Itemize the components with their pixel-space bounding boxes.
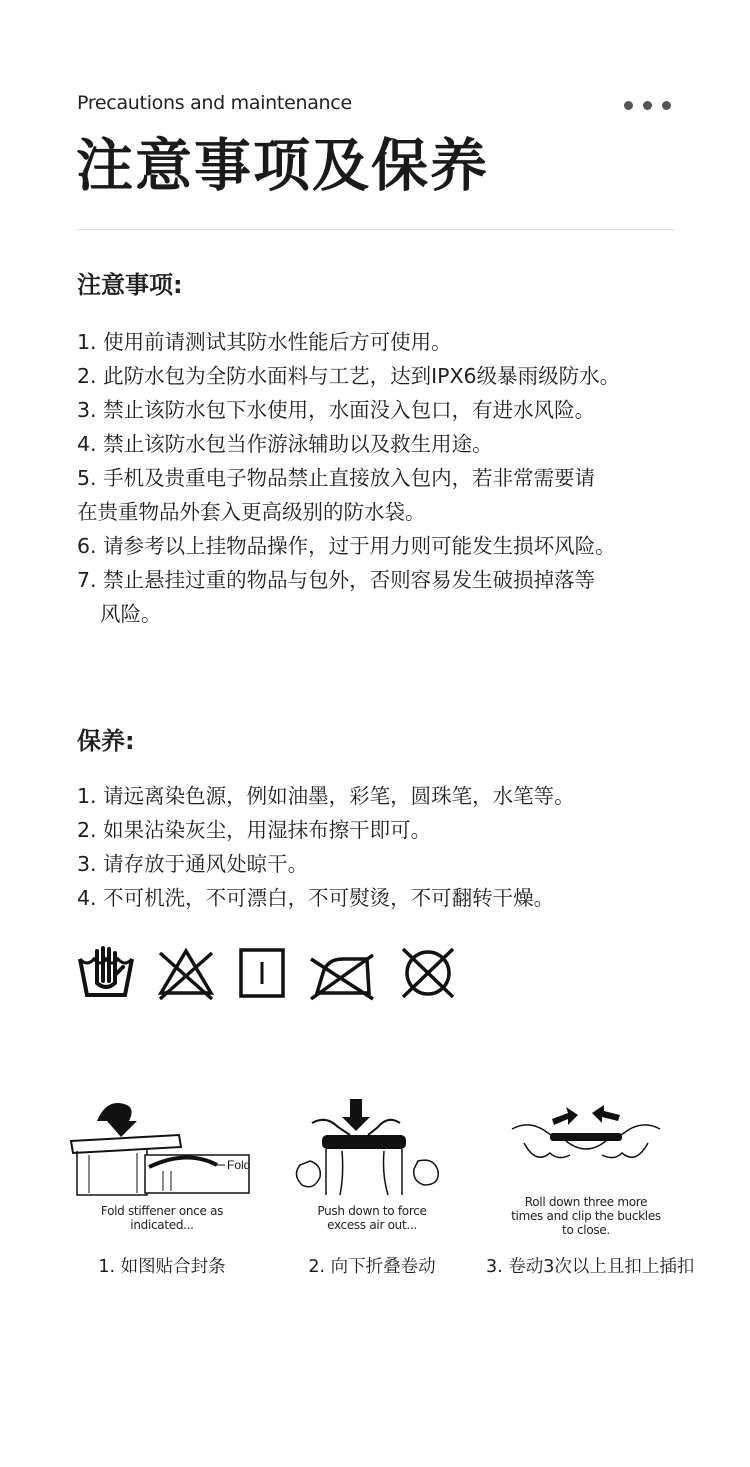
- more-dots-icon: [624, 101, 671, 110]
- maintenance-heading: 保养:: [77, 727, 135, 755]
- step-label: 2. 向下折叠卷动: [308, 1257, 436, 1277]
- fold-label: Fold: [227, 1158, 251, 1172]
- tumble-dry-icon: [237, 945, 287, 1001]
- step-caption: Push down to force excess air out...: [317, 1204, 427, 1232]
- list-item: 5. 手机及贵重电子物品禁止直接放入包内，若非常需要请: [77, 466, 596, 490]
- push-air-out-illustration: [292, 1095, 452, 1200]
- no-dry-clean-icon: [397, 945, 459, 1001]
- precautions-heading: 注意事项:: [77, 271, 183, 299]
- hand-wash-icon: [77, 945, 135, 1001]
- page-subtitle: Precautions and maintenance: [77, 92, 352, 114]
- step-label: 3. 卷动3次以上且扣上插扣: [486, 1257, 695, 1277]
- list-item: 6. 请参考以上挂物品操作，过于用力则可能发生损坏风险。: [77, 534, 616, 558]
- list-item: 1. 使用前请测试其防水性能后方可使用。: [77, 330, 452, 354]
- precautions-list: [77, 325, 677, 631]
- step-2: [272, 1095, 472, 1277]
- page-title: 注意事项及保养: [76, 133, 489, 199]
- list-item: 2. 如果沾染灰尘，用湿抹布擦干即可。: [77, 818, 432, 842]
- divider: [77, 229, 674, 230]
- care-icons: [77, 945, 459, 1001]
- step-label: 1. 如图贴合封条: [98, 1257, 226, 1277]
- fold-stiffener-illustration: [67, 1095, 257, 1200]
- list-item: 风险。: [100, 602, 162, 626]
- list-item: 7. 禁止悬挂过重的物品与包外，否则容易发生破损掉落等: [77, 568, 596, 592]
- maintenance-list: [77, 779, 677, 915]
- step-1: [62, 1095, 262, 1277]
- step-3: [486, 1095, 695, 1277]
- roll-clip-buckles-illustration: [506, 1095, 666, 1191]
- list-item: 3. 禁止该防水包下水使用，水面没入包口，有进水风险。: [77, 398, 596, 422]
- list-item: 4. 禁止该防水包当作游泳辅助以及救生用途。: [77, 432, 493, 456]
- list-item: 在贵重物品外套入更高级别的防水袋。: [77, 500, 426, 524]
- list-item: 4. 不可机洗，不可漂白，不可熨烫，不可翻转干燥。: [77, 886, 555, 910]
- step-caption: Roll down three more times and clip the buckles to close.: [511, 1195, 661, 1237]
- no-iron-icon: [309, 945, 375, 1001]
- list-item: 1. 请远离染色源，例如油墨，彩笔，圆珠笔，水笔等。: [77, 784, 575, 808]
- no-bleach-icon: [157, 945, 215, 1001]
- list-item: 3. 请存放于通风处晾干。: [77, 852, 309, 876]
- list-item: 2. 此防水包为全防水面料与工艺，达到IPX6级暴雨级防水。: [77, 364, 621, 388]
- step-caption: Fold stiffener once as indicated...: [100, 1204, 224, 1232]
